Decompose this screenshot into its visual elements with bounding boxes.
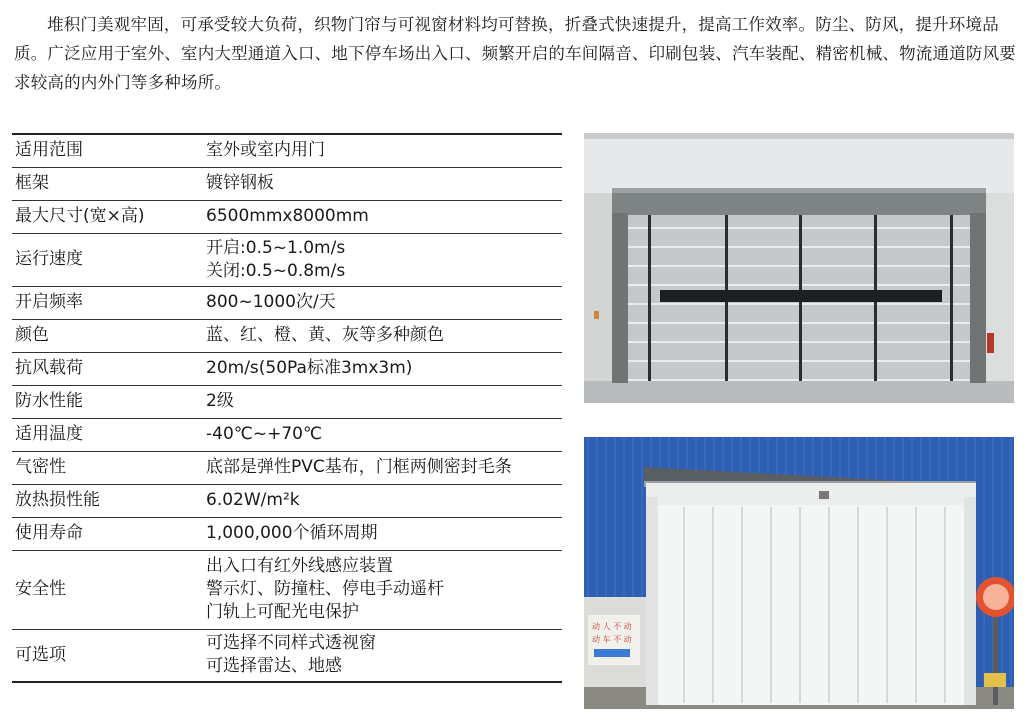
door-photo-outdoor	[584, 437, 1014, 709]
spec-value-line: 800~1000次/天	[206, 292, 336, 312]
spec-label: 最大尺寸(宽×高)	[12, 200, 203, 233]
spec-label: 运行速度	[12, 233, 203, 286]
spec-value	[203, 233, 562, 286]
spec-value-line: 可选择不同样式透视窗	[206, 633, 376, 654]
spec-label: 使用寿命	[12, 517, 203, 550]
spec-row	[12, 385, 562, 418]
spec-value-line: 出入口有红外线感应装置	[206, 556, 393, 576]
spec-label: 气密性	[12, 451, 203, 484]
spec-label: 开启频率	[12, 286, 203, 319]
spec-value	[203, 167, 562, 200]
spec-row	[12, 484, 562, 517]
spec-value-line: 门轨上可配光电保护	[206, 602, 359, 622]
spec-row	[12, 629, 562, 682]
spec-value	[203, 385, 562, 418]
spec-row	[12, 200, 562, 233]
spec-row	[12, 233, 562, 286]
spec-value-line: -40℃~+70℃	[206, 424, 323, 444]
spec-row	[12, 167, 562, 200]
spec-value-line: 20m/s(50Pa标准3mx3m)	[206, 358, 413, 378]
indoor-door-illustration	[584, 133, 1014, 403]
spec-value-line: 蓝、红、橙、黄、灰等多种颜色	[206, 325, 444, 345]
spec-value-line: 底部是弹性PVC基布，门框两侧密封毛条	[206, 457, 512, 477]
spec-row	[12, 319, 562, 352]
spec-value	[203, 418, 562, 451]
spec-value	[203, 629, 562, 682]
outdoor-door-illustration	[584, 437, 1014, 709]
spec-label: 框架	[12, 167, 203, 200]
spec-label: 可选项	[12, 629, 203, 682]
spec-value-line: 2级	[206, 391, 234, 411]
spec-value	[203, 286, 562, 319]
spec-row	[12, 286, 562, 319]
spec-value-line: 镀锌钢板	[206, 173, 274, 193]
spec-value-line: 室外或室内用门	[206, 140, 325, 161]
spec-value-line: 6500mmx8000mm	[206, 206, 369, 226]
spec-value	[203, 134, 562, 167]
door-photo-indoor	[584, 133, 1014, 403]
spec-value-line: 1,000,000个循环周期	[206, 523, 378, 543]
spec-row	[12, 134, 562, 167]
spec-row	[12, 352, 562, 385]
spec-value	[203, 550, 562, 629]
intro-paragraph	[14, 10, 1020, 97]
spec-value-line: 关闭:0.5~0.8m/s	[206, 260, 346, 281]
sign-line-1: 动 人 不 动	[592, 622, 632, 631]
spec-value-line: 警示灯、防撞柱、停电手动遥杆	[206, 579, 444, 599]
sign-line-2: 动 车 不 动	[592, 635, 632, 644]
spec-label: 抗风载荷	[12, 352, 203, 385]
spec-table	[12, 133, 562, 683]
spec-label: 适用范围	[12, 134, 203, 167]
intro-text: 堆积门美观牢固，可承受较大负荷，织物门帘与可视窗材料均可替换，折叠式快速提升，提高工作效率。防尘、防风，提升环境品质。广泛应用于室外、室内大型通道入口、地下停车场出入口、频繁开启的车间隔音、印刷包装、汽车装配、精密机械、物流通道防风要求较高的内外门等多种场所。	[14, 15, 1016, 92]
spec-value	[203, 352, 562, 385]
spec-value-line: 可选择雷达、地感	[206, 656, 342, 677]
spec-value-line: 6.02W/m²k	[206, 490, 300, 510]
spec-label: 防水性能	[12, 385, 203, 418]
spec-value-line: 开启:0.5~1.0m/s	[206, 237, 346, 258]
spec-row	[12, 418, 562, 451]
spec-value	[203, 484, 562, 517]
spec-value	[203, 451, 562, 484]
spec-label: 放热损性能	[12, 484, 203, 517]
spec-value	[203, 200, 562, 233]
spec-row	[12, 550, 562, 629]
spec-row	[12, 451, 562, 484]
spec-value	[203, 319, 562, 352]
spec-label: 安全性	[12, 550, 203, 629]
spec-label: 颜色	[12, 319, 203, 352]
spec-table-body	[12, 134, 562, 682]
spec-value	[203, 517, 562, 550]
spec-row	[12, 517, 562, 550]
spec-label: 适用温度	[12, 418, 203, 451]
